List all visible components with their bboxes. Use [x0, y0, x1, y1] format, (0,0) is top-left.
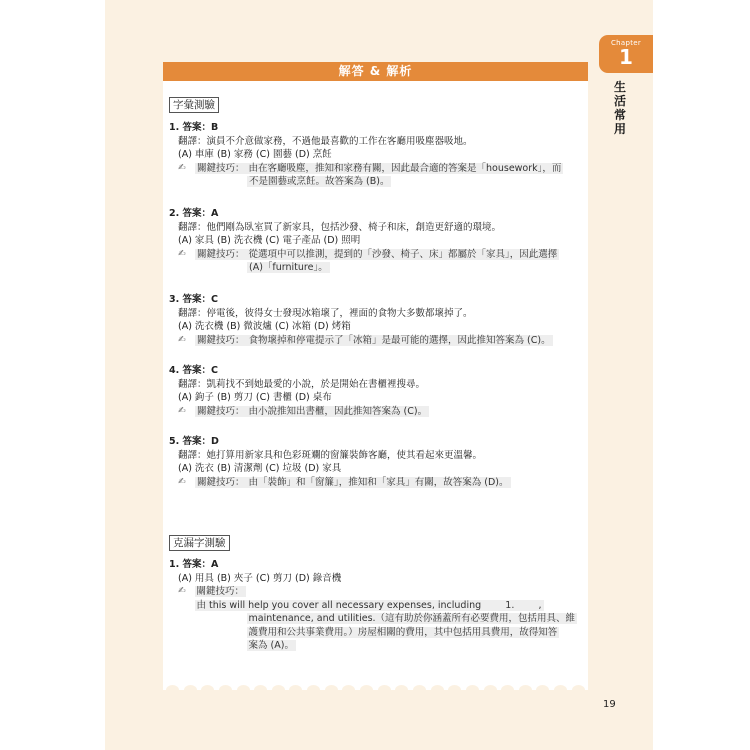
- options-line: (A) 鉤子 (B) 剪刀 (C) 書櫃 (D) 桌布: [178, 392, 332, 403]
- vocab-question-5: [169, 435, 584, 489]
- tip-label: 關鍵技巧：: [197, 162, 245, 174]
- answer-line: 5. 答案：D: [169, 436, 219, 447]
- tip-line: maintenance, and utilities.（這有助於你涵蓋所有必要費用，包括用具、維: [248, 613, 576, 624]
- tip-line: 從選項中可以推測，提到的「沙發、椅子、床」都屬於「家具」，因此選擇: [248, 248, 558, 260]
- translation-line: 翻譯：停電後，彼得女士發現冰箱壞了，裡面的食物大多數都壞掉了。: [178, 307, 473, 319]
- cloze-question-1: [169, 558, 584, 653]
- card-header: 解答 & 解析: [163, 62, 588, 81]
- page-number: 19: [603, 699, 616, 710]
- tip-row: [169, 405, 584, 419]
- tip-row: [169, 248, 584, 275]
- options-line: (A) 洗衣 (B) 清潔劑 (C) 垃圾 (D) 家具: [178, 463, 342, 474]
- tip-line: 不是園藝或烹飪。故答案為 (B)。: [249, 176, 390, 187]
- translation-line: 翻譯：他們剛為臥室買了新家具，包括沙發、椅子和床，創造更舒適的環境。: [178, 221, 502, 233]
- tip-line: 護費用和公共事業費用。）房屋相關的費用，其中包括用具費用，故得知答: [248, 626, 558, 638]
- translation-line: 翻譯：演員不介意做家務，不過他最喜歡的工作在客廳用吸塵器吸地。: [178, 135, 473, 147]
- answer-line: 3. 答案：C: [169, 294, 218, 305]
- options-line: (A) 洗衣機 (B) 微波爐 (C) 冰箱 (D) 烤箱: [178, 321, 351, 332]
- tip-line: 案為 (A)。: [248, 640, 294, 651]
- tip-line: 由 this will help you cover all necessary expenses, including 1. ,: [196, 599, 542, 611]
- answer-line: 2. 答案：A: [169, 208, 219, 219]
- tip-row: [169, 476, 584, 490]
- tip-line: 食物壞掉和停電提示了「冰箱」是最可能的選擇，因此推知答案為 (C)。: [248, 334, 551, 346]
- tip-row: [169, 162, 584, 189]
- tip-label: 關鍵技巧：: [197, 476, 245, 488]
- pen-icon: ✍: [178, 586, 186, 596]
- translation-line: 翻譯：她打算用新家具和色彩斑斕的窗簾裝飾客廳，使其看起來更溫馨。: [178, 449, 483, 461]
- tip-label: 關鍵技巧：: [196, 586, 245, 597]
- tip-row: [169, 334, 584, 348]
- options-line: (A) 家具 (B) 洗衣機 (C) 電子產品 (D) 照明: [178, 235, 361, 246]
- tip-line: 由「裝飾」和「窗簾」，推知和「家具」有關，故答案為 (D)。: [248, 476, 509, 488]
- answer-line: 4. 答案：C: [169, 365, 218, 376]
- chapter-word: Chapter: [610, 39, 642, 47]
- vocab-question-4: [169, 364, 584, 418]
- pen-icon: ✍: [178, 162, 186, 173]
- tip-label: 關鍵技巧：: [197, 248, 245, 260]
- chapter-title: 生活常用: [613, 80, 626, 136]
- pen-icon: ✍: [178, 405, 186, 416]
- tip-row: [169, 585, 584, 653]
- pen-icon: ✍: [178, 334, 186, 345]
- tip-line: 由小說推知出書櫃，因此推知答案為 (C)。: [248, 405, 428, 417]
- tip-label: 關鍵技巧：: [197, 405, 245, 417]
- chapter-number: 1: [619, 45, 633, 69]
- options-line: (A) 車庫 (B) 家務 (C) 園藝 (D) 烹飪: [178, 149, 332, 160]
- section-label-cloze: 克漏字測驗: [169, 535, 230, 551]
- vocab-question-3: [169, 293, 584, 347]
- tip-label: 關鍵技巧：: [197, 334, 245, 346]
- vocab-question-2: [169, 207, 584, 275]
- vocab-question-1: [169, 121, 584, 189]
- options-line: (A) 用具 (B) 夾子 (C) 剪刀 (D) 錄音機: [178, 572, 342, 584]
- tip-line: 由在客廳吸塵，推知和家務有關，因此最合適的答案是「housework」，而: [248, 162, 562, 174]
- chapter-tab: [599, 35, 653, 73]
- pen-icon: ✍: [178, 248, 186, 259]
- answer-line: 1. 答案：A: [169, 559, 219, 570]
- pen-icon: ✍: [178, 476, 186, 487]
- answer-line: 1. 答案：B: [169, 122, 219, 133]
- tip-line: (A)「furniture」。: [249, 262, 328, 273]
- section-label-vocab: 字彙測驗: [169, 97, 219, 113]
- translation-line: 翻譯：凱莉找不到她最愛的小說，於是開始在書櫃裡搜尋。: [178, 378, 426, 390]
- scallop-edge: [163, 685, 588, 695]
